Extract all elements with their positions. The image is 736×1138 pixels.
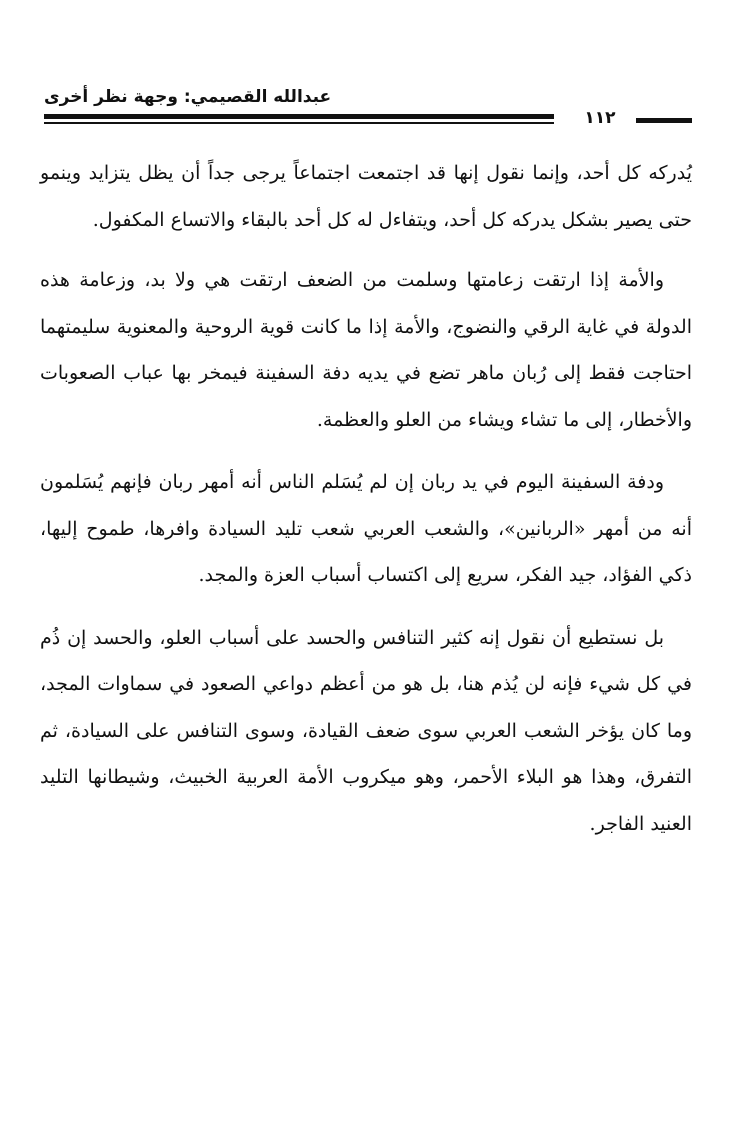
header-rule-thick <box>44 114 554 119</box>
paragraph-1: يُدركه كل أحد، وإنما نقول إنها قد اجتمعت اجتماعاً يرجى جداً أن يظل يتزايد وينمو حتى يصير بشكل يدركه كل أحد، ويتفاءل له كل أحد بالبقاء والاتساع المكفول. <box>40 162 692 231</box>
body-text <box>40 150 692 863</box>
paragraph-4: بل نستطيع أن نقول إنه كثير التنافس والحسد على أسباب العلو، والحسد إن ذُم في كل شيء فإنه لن يُذم هنا، بل هو من أعظم دواعي الصعود في سماوات المجد، وما كان يؤخر الشعب العربي سوى ضعف القيادة، وسوى التنافس على السيادة، ثم التفرق، وهذا هو البلاء الأحمر، وهو ميكروب الأمة العربية الخبيث، وشيطانها التليد العنيد الفاجر. <box>40 626 692 835</box>
header-rule <box>44 114 554 124</box>
page-number: ١١٢ <box>584 108 616 128</box>
running-title: عبدالله القصيمي: وجهة نظر أخرى <box>44 87 332 107</box>
page-number-rule <box>636 118 692 123</box>
header-rule-thin <box>44 122 554 124</box>
paragraph-3: ودفة السفينة اليوم في يد ربان إن لم يُسَلم الناس أنه أمهر ربان فإنهم يُسَلمون أنه من أمهر «الربانين»، والشعب العربي شعب تليد السيادة وافرها، طموح إليها، ذكي الفؤاد، جيد الفكر، سريع إلى اكتساب أسباب العزة والمجد. <box>40 471 692 586</box>
page-header <box>44 86 696 108</box>
paragraph-2: والأمة إذا ارتقت زعامتها وسلمت من الضعف ارتقت هي ولا بد، وزعامة هذه الدولة في غاية الرقي والنضوج، والأمة إذا ما كانت قوية الروحية والمعنوية سليمتهما احتاجت فقط إلى رُبان ماهر تضع في يديه دفة السفينة فيمخر بها عباب الصعوبات والأخطار، إلى ما تشاء ويشاء من العلو والعظمة. <box>40 269 692 431</box>
